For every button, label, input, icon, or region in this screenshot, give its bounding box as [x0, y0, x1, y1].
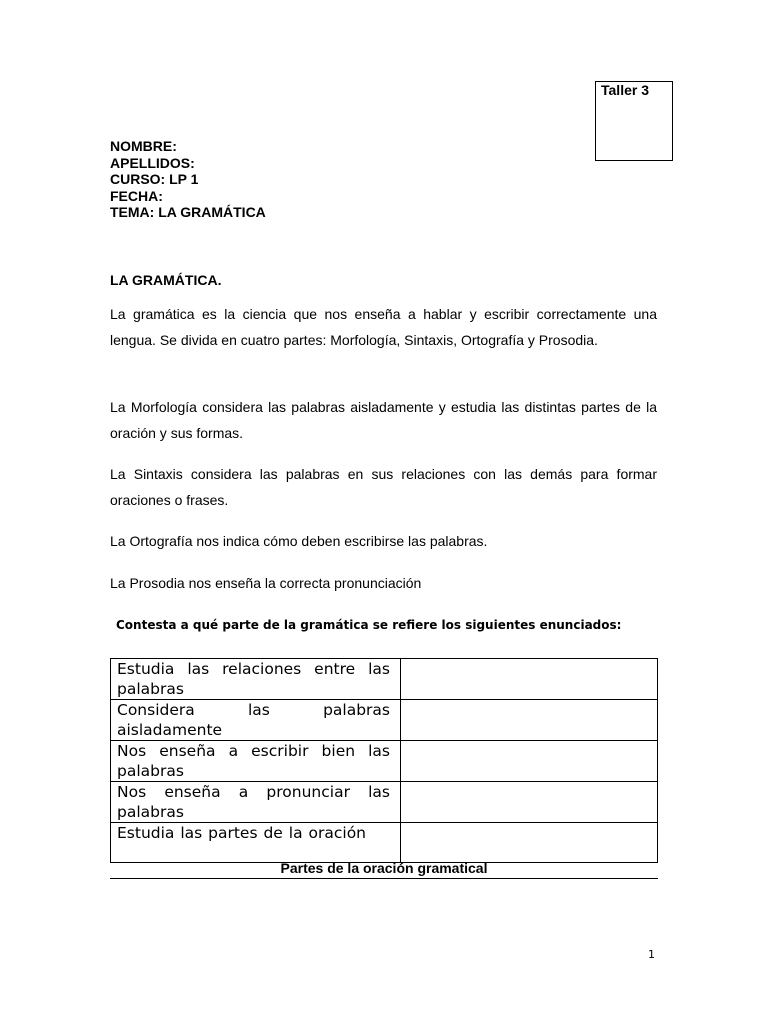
curso-field: CURSO: LP 1 — [110, 171, 199, 187]
question-cell: Nos enseña a pronunciar las palabras — [111, 782, 401, 823]
paragraph-sintaxis: La Sintaxis considera las palabras en sus relaciones con las demás para formar oraciones o frases. — [110, 466, 657, 508]
answer-cell[interactable] — [401, 741, 658, 782]
question-cell: Considera las palabras aisladamente — [111, 700, 401, 741]
answer-cell[interactable] — [401, 700, 658, 741]
taller-label: Taller 3 — [601, 82, 649, 98]
table-row — [111, 700, 658, 741]
tema-field: TEMA: LA GRAMÁTICA — [110, 204, 266, 220]
answer-cell[interactable] — [401, 659, 658, 700]
fecha-field: FECHA: — [110, 187, 163, 204]
table-caption: Partes de la oración gramatical — [280, 860, 488, 876]
apellidos-field: APELLIDOS: — [110, 154, 195, 171]
table-row — [111, 823, 658, 863]
table-row — [111, 659, 658, 700]
paragraph-prosodia: La Prosodia nos enseña la correcta pronunciación — [110, 575, 422, 591]
paragraph-definition: La gramática es la ciencia que nos enseña a hablar y escribir correctamente una lengua. Se divida en cuatro partes: Morfología, Sintaxis, Ortografía y Prosodia. — [110, 306, 657, 348]
exercise-instruction: Contesta a qué parte de la gramática se refiere los siguientes enunciados: — [116, 618, 622, 632]
page-number: 1 — [648, 948, 655, 961]
paragraph-ortografia: La Ortografía nos indica cómo deben escribirse las palabras. — [110, 533, 488, 549]
question-cell: Estudia las partes de la oración — [111, 823, 401, 863]
answer-cell[interactable] — [401, 823, 658, 863]
exercise-table — [110, 658, 658, 863]
table-row — [111, 741, 658, 782]
table-row — [111, 782, 658, 823]
header-fields — [110, 138, 266, 221]
taller-box — [595, 81, 673, 161]
paragraph-morfologia: La Morfología considera las palabras aisladamente y estudia las distintas partes de la oración y sus formas. — [110, 399, 657, 441]
section-title: LA GRAMÁTICA. — [110, 272, 222, 288]
question-cell: Estudia las relaciones entre las palabras — [111, 659, 401, 700]
question-cell: Nos enseña a escribir bien las palabras — [111, 741, 401, 782]
nombre-field: NOMBRE: — [110, 138, 177, 154]
caption-divider — [110, 878, 658, 879]
answer-cell[interactable] — [401, 782, 658, 823]
